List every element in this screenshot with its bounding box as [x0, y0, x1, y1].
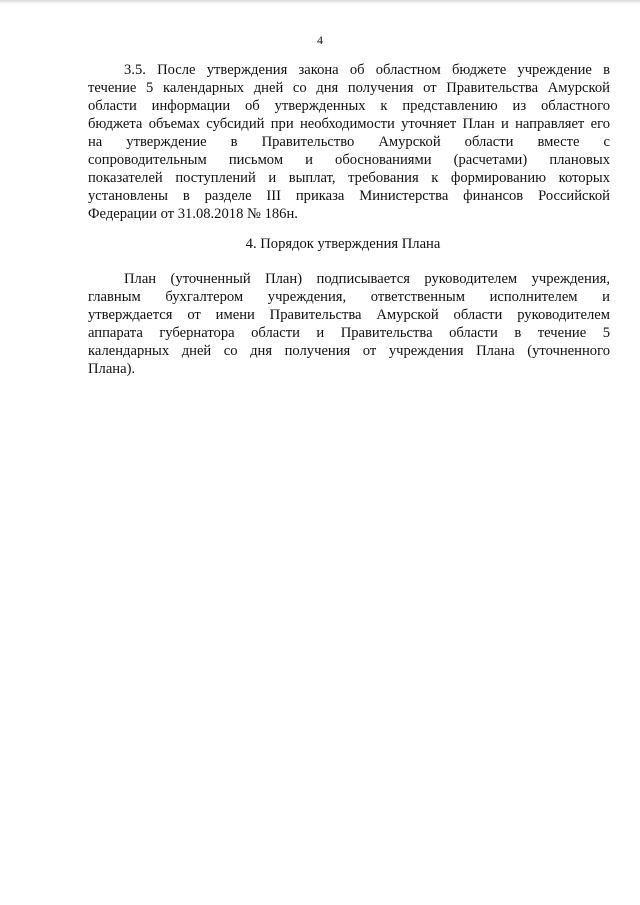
paragraph-line: установлены в разделе III приказа Министерства финансов Российской — [88, 188, 610, 204]
paragraph-line: бюджета объемах субсидий при необходимости уточняет План и направляет его — [88, 116, 610, 132]
paragraph-line: показателей поступлений и выплат, требования к формированию которых — [88, 170, 610, 186]
paragraph-line: 3.5. После утверждения закона об областном бюджете учреждение в — [124, 62, 610, 78]
paragraph-line: План (уточненный План) подписывается руководителем учреждения, — [124, 271, 610, 287]
paragraph-line: на утверждение в Правительство Амурской области вместе с — [88, 134, 610, 150]
paragraph-line: Плана). — [88, 361, 136, 377]
scan-top-edge — [0, 0, 640, 4]
paragraph-line: области информации об утвержденных к представлению из областного — [88, 98, 610, 114]
paragraph-line: главным бухгалтером учреждения, ответственным исполнителем и — [88, 289, 610, 305]
paragraph-line: течение 5 календарных дней со дня получения от Правительства Амурской — [88, 80, 610, 96]
paragraph-line: аппарата губернатора области и Правительства области в течение 5 — [88, 325, 610, 341]
paragraph-line: утверждается от имени Правительства Амурской области руководителем — [88, 307, 610, 323]
paragraph-line: сопроводительным письмом и обоснованиями (расчетами) плановых — [88, 152, 610, 168]
page-number: 4 — [317, 33, 323, 47]
paragraph-line: календарных дней со дня получения от учреждения Плана (уточненного — [88, 343, 610, 359]
paragraph-line: Федерации от 31.08.2018 № 186н. — [88, 206, 298, 222]
section-heading: 4. Порядок утверждения Плана — [245, 236, 441, 252]
